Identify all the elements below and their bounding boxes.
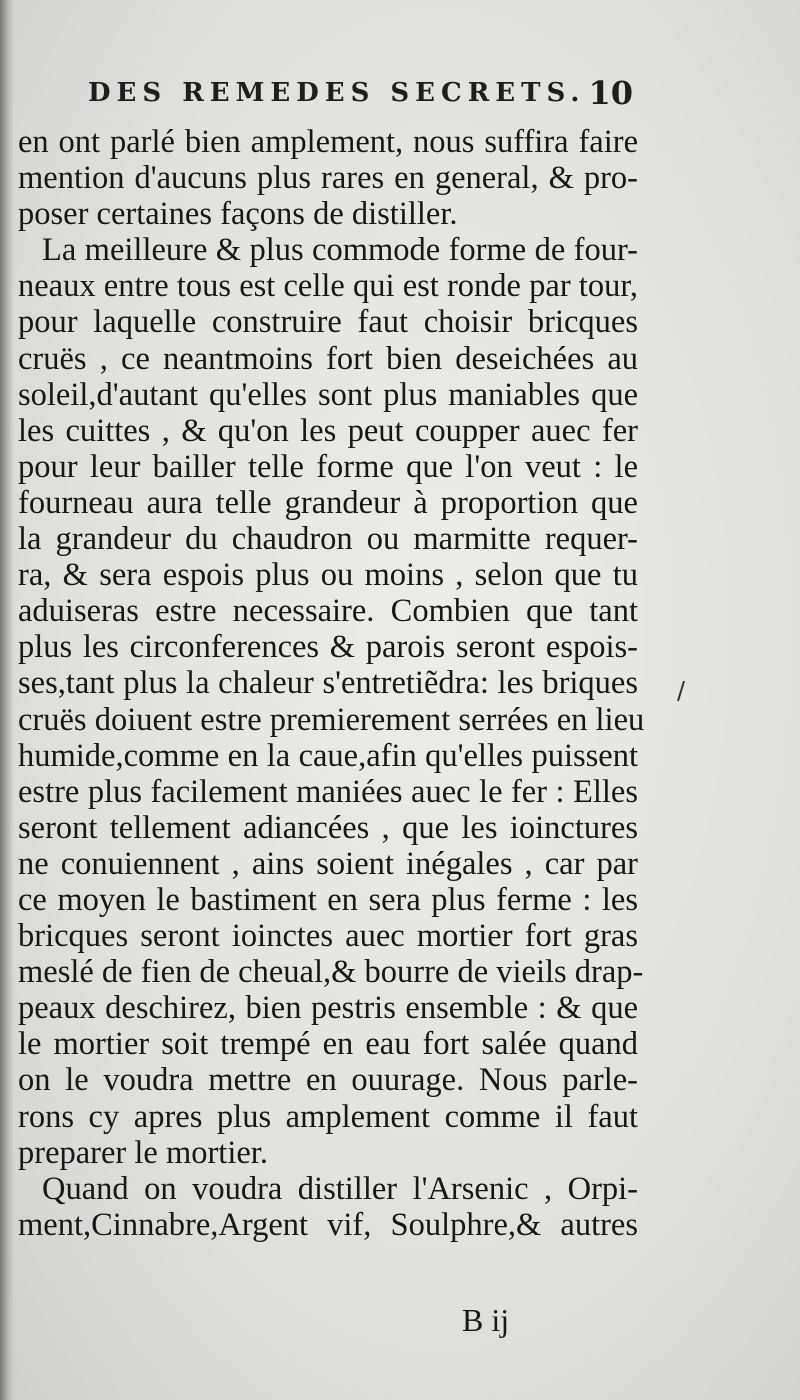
body-text [18, 124, 645, 1243]
paragraph-start-line: La meilleure & plus commode forme de four- [42, 232, 638, 269]
text-line: peaux deschirez, bien pestris ensemble : & que [18, 990, 638, 1027]
text-line: ses,tant plus la chaleur s'entretiẽdra: les briques [18, 665, 638, 702]
folio-page-number: 10 [588, 74, 633, 112]
text-line: fourneau aura telle grandeur à proportion que [18, 484, 638, 521]
text-line: rons cy apres plus amplement comme il faut [18, 1098, 638, 1135]
paragraph-start-line: Quand on voudra distiller l'Arsenic , Orpi- [42, 1170, 638, 1207]
text-line: bricques seront ioinctes auec mortier fort gras [18, 918, 638, 955]
text-line: soleil,d'autant qu'elles sont plus maniables que [18, 376, 638, 413]
text-line: pour laquelle construire faut choisir bricques [18, 304, 638, 341]
running-head: DES REMEDES SECRETS. [88, 78, 586, 108]
text-line: on le voudra mettre en ouurage. Nous parle- [18, 1062, 638, 1099]
text-line: preparer le mortier. [18, 1134, 268, 1171]
text-line: neaux entre tous est celle qui est ronde par tour, [18, 268, 638, 305]
text-line: cruës doiuent estre premierement serrées en lieu [18, 701, 645, 738]
text-line: mention d'aucuns plus rares en general, & pro- [18, 160, 638, 197]
text-line: seront tellement adiancées , que les ioinctures [18, 809, 638, 846]
text-line: ment,Cinnabre,Argent vif, Soulphre,& autres [18, 1206, 638, 1243]
text-line: cruës , ce neantmoins fort bien deseichées au [18, 340, 638, 377]
signature-mark: B ij [462, 1302, 510, 1338]
ink-stroke-mark [676, 680, 686, 702]
text-line: ra, & sera espois plus ou moins , selon que tu [18, 557, 638, 594]
text-line: aduiseras estre necessaire. Combien que tant [18, 593, 638, 630]
text-line: humide,comme en la caue,afin qu'elles puissent [18, 737, 638, 774]
text-line: le mortier soit trempé en eau fort salée quand [18, 1026, 638, 1063]
page-header [88, 74, 633, 114]
text-line: meslé de fien de cheual,& bourre de vieils drap- [18, 954, 644, 991]
text-line: la grandeur du chaudron ou marmitte requer- [18, 521, 638, 558]
text-line: poser certaines façons de distiller. [18, 196, 458, 233]
text-line: pour leur bailler telle forme que l'on veut : le [18, 448, 638, 485]
text-line: plus les circonferences & parois seront espois- [18, 629, 638, 666]
text-line: estre plus facilement maniées auec le fer : Elles [18, 773, 638, 810]
text-line: ce moyen le bastiment en sera plus ferme : les [18, 881, 638, 918]
text-line: ne conuiennent , ains soient inégales , car par [18, 845, 638, 882]
text-line: en ont parlé bien amplement, nous suffira faire [18, 124, 638, 160]
text-line: les cuittes , & qu'on les peut coupper auec fer [18, 412, 638, 449]
binding-gutter-shadow [0, 0, 14, 1400]
